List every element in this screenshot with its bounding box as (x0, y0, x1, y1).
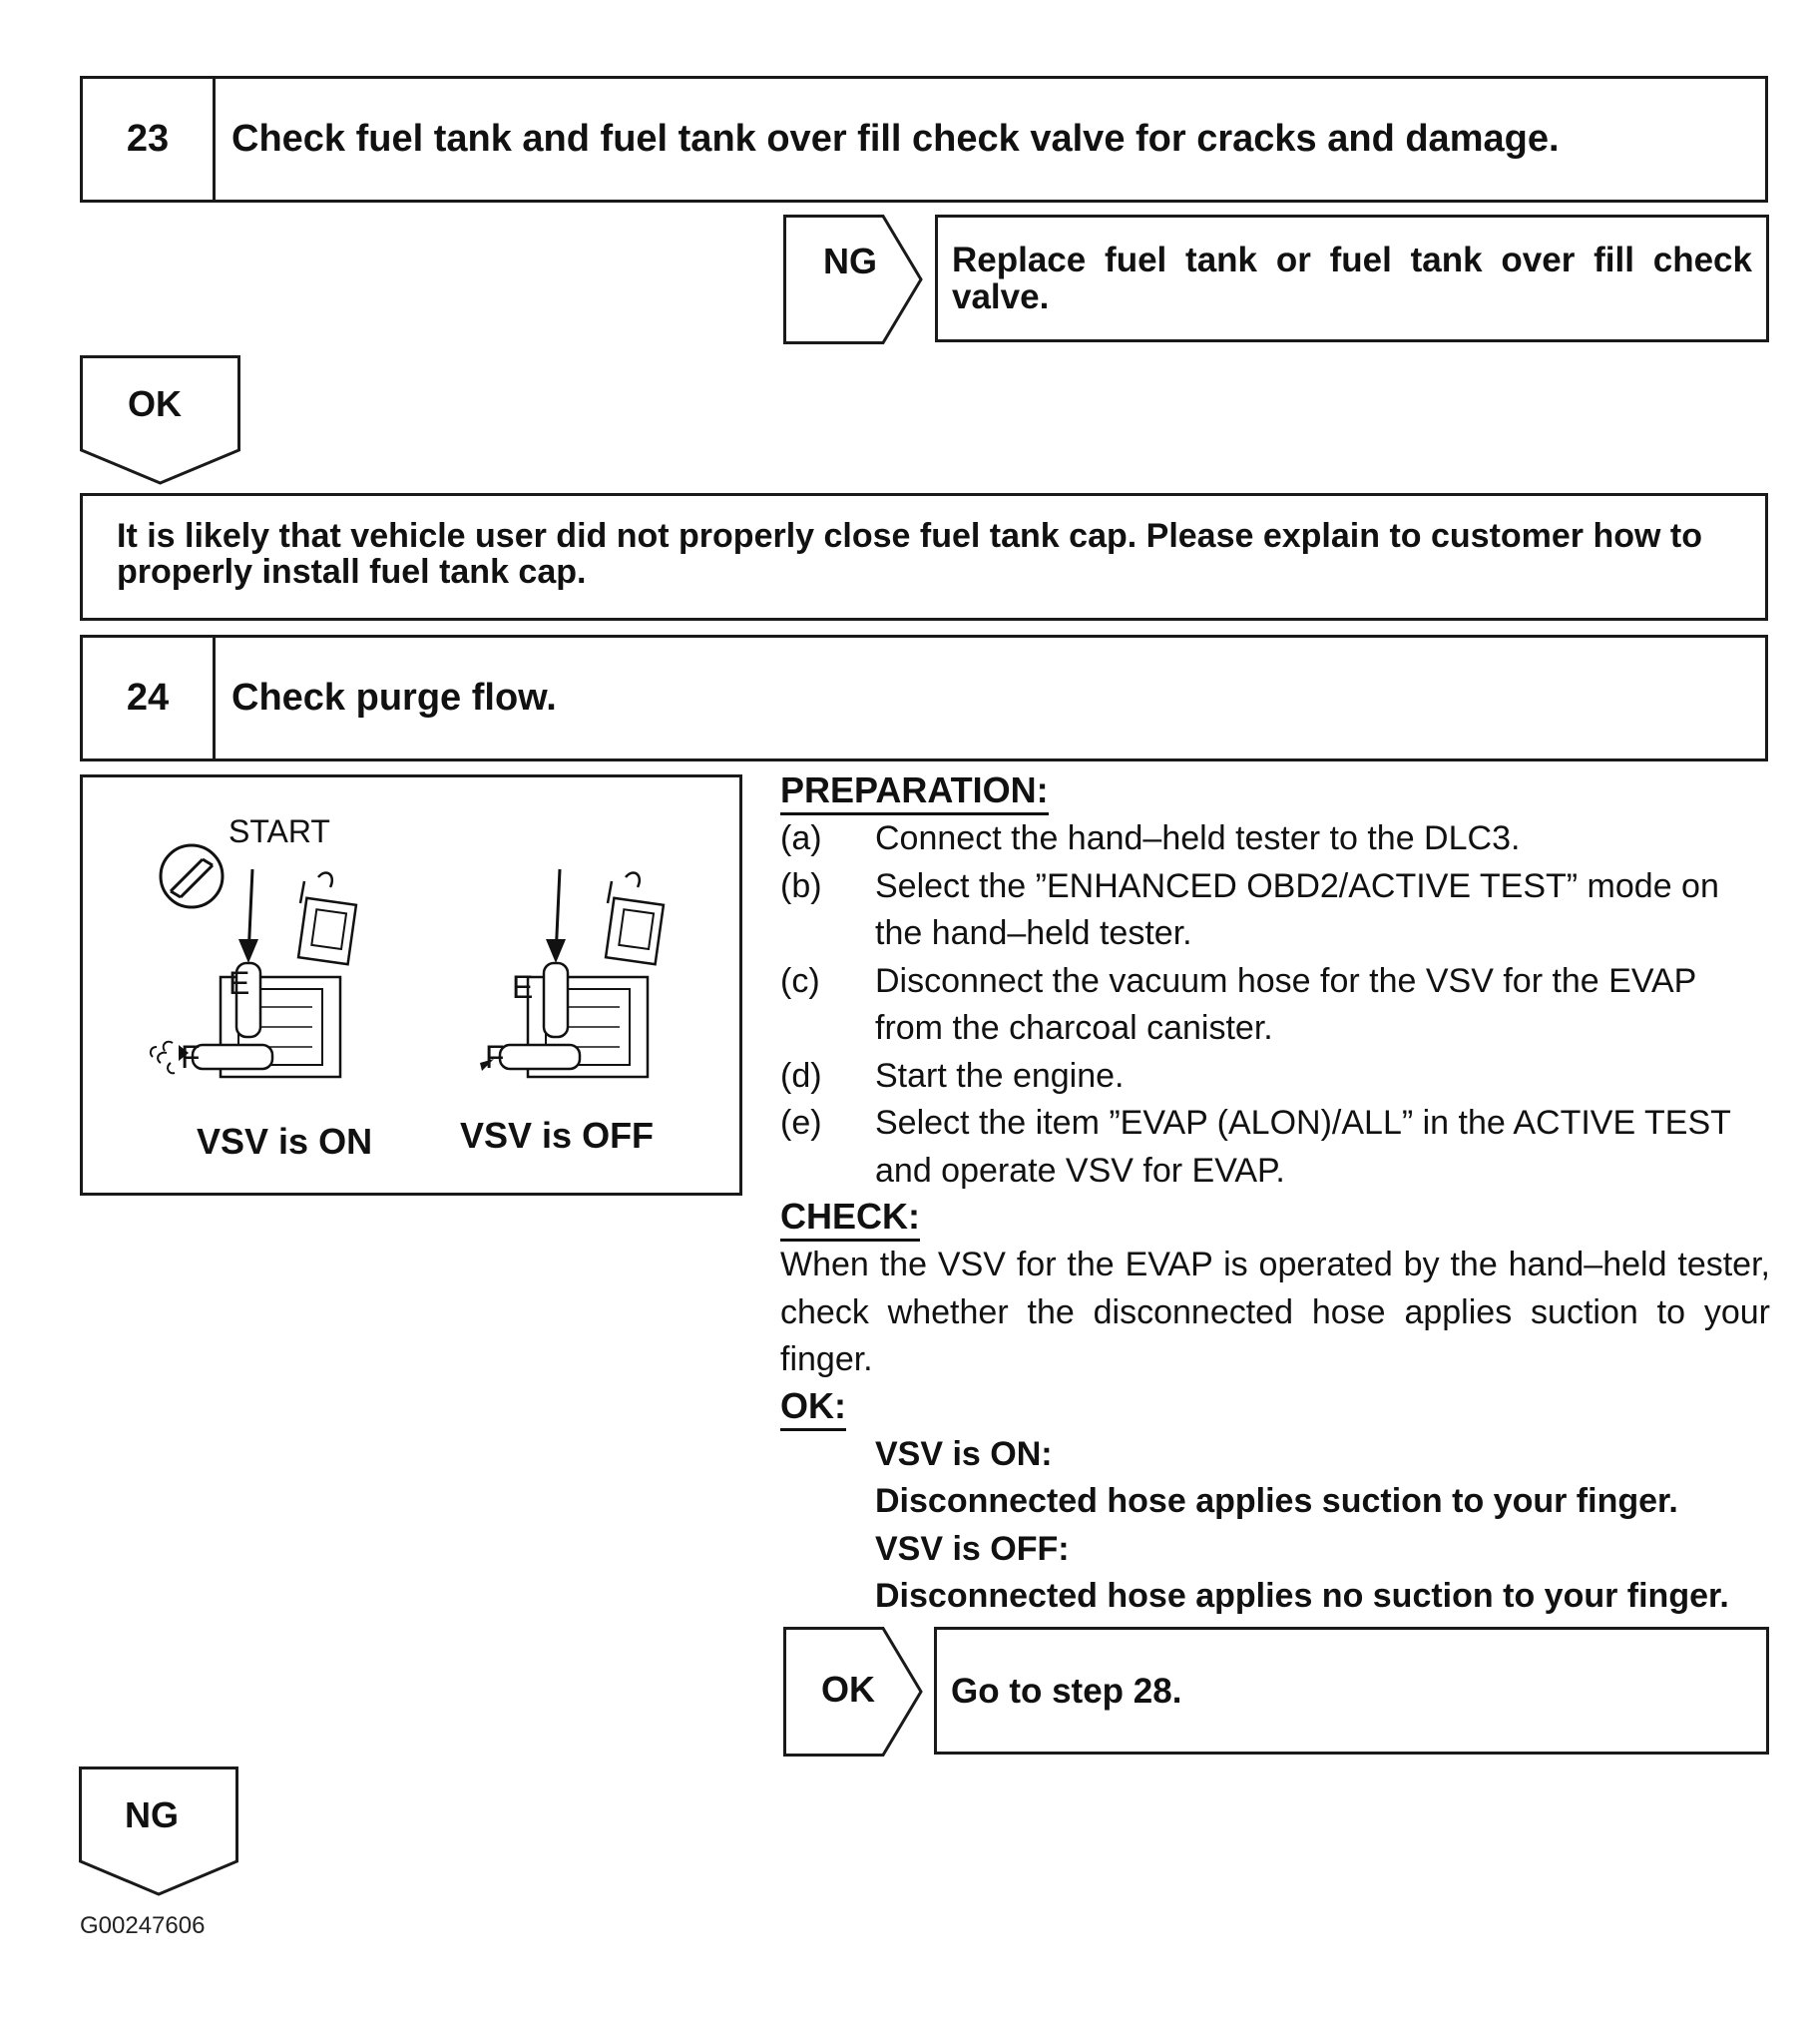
step-24-ok-action (934, 1627, 1769, 1755)
prep-step-text: Connect the hand–held tester to the DLC3. (875, 819, 1521, 857)
start-label: START (228, 813, 330, 849)
port-e-label-off: E (512, 969, 534, 1005)
step-23-number: 23 (83, 79, 216, 200)
vsv-on-caption: VSV is ON (197, 1121, 373, 1162)
prep-step-c (780, 958, 1770, 1053)
step-23-ng-arrow (783, 215, 923, 344)
vsv-figure (80, 774, 742, 1196)
ok-specs (780, 1431, 1770, 1621)
step-24-number: 24 (83, 638, 216, 758)
step-23-header (80, 76, 1768, 203)
check-text: When the VSV for the EVAP is operated by the hand–held tester, check whether the disconnected hose applies suction to your finger. (780, 1246, 1770, 1378)
step-24-ok-arrow (783, 1627, 923, 1757)
prep-step-b (780, 863, 1770, 958)
step-24-header (80, 635, 1768, 761)
prep-step-letter: (e) (780, 1104, 822, 1142)
prep-step-a (780, 815, 1770, 863)
ok-spec-line: VSV is ON: (875, 1434, 1053, 1473)
prep-step-text: Disconnect the vacuum hose for the VSV for the EVAP from the charcoal canister. (875, 961, 1696, 1047)
vsv-off-caption: VSV is OFF (460, 1115, 655, 1156)
vsv-off-drawing (438, 867, 697, 1107)
step-24-ng-arrow (79, 1766, 238, 1896)
prep-step-text: Start the engine. (875, 1056, 1125, 1095)
port-e-label-on: E (228, 965, 250, 1001)
port-f-label-off: F (485, 1039, 505, 1075)
prep-step-e (780, 1100, 1770, 1195)
prep-step-letter: (a) (780, 819, 822, 857)
prep-step-d (780, 1053, 1770, 1101)
vsv-on-drawing (131, 867, 390, 1107)
preparation-list (780, 815, 1770, 1195)
step-23-ok-note-text: It is likely that vehicle user did not properly close fuel tank cap. Please explain to customer how to properly install fuel tank cap. (117, 517, 1703, 591)
step-24-ok-action-text: Go to step 28. (951, 1671, 1182, 1711)
prep-step-text: Select the ”ENHANCED OBD2/ACTIVE TEST” mode on the hand–held tester. (875, 866, 1719, 952)
step-23-ng-label: NG (823, 241, 877, 281)
prep-step-letter: (d) (780, 1056, 822, 1095)
prep-step-letter: (c) (780, 961, 820, 1000)
prep-step-text: Select the item ”EVAP (ALON)/ALL” in the ACTIVE TEST and operate VSV for EVAP. (875, 1104, 1731, 1190)
step-23-title: Check fuel tank and fuel tank over fill check valve for cracks and damage. (231, 118, 1560, 160)
step-24-title: Check purge flow. (231, 677, 557, 719)
step-24-ok-label: OK (821, 1669, 875, 1710)
step-23-ng-action (935, 215, 1769, 342)
step-24-ng-label: NG (125, 1794, 179, 1835)
step-23-ng-action-text: Replace fuel tank or fuel tank over fill check valve. (952, 241, 1752, 316)
ok-spec-line: Disconnected hose applies no suction to your finger. (875, 1577, 1729, 1615)
ok-heading: OK: (780, 1384, 846, 1431)
step-23-ok-note (80, 493, 1768, 621)
ok-spec-line: VSV is OFF: (875, 1529, 1070, 1568)
port-f-label-on: F (181, 1039, 201, 1075)
step-23-ok-label: OK (128, 383, 182, 424)
prep-step-letter: (b) (780, 866, 822, 905)
preparation-heading: PREPARATION: (780, 768, 1049, 815)
step-23-ok-arrow (80, 355, 240, 485)
check-heading: CHECK: (780, 1195, 920, 1242)
figure-id: G00247606 (80, 1912, 206, 1939)
step-24-instructions (780, 768, 1770, 1621)
ok-spec-line: Disconnected hose applies suction to your finger. (875, 1482, 1678, 1520)
